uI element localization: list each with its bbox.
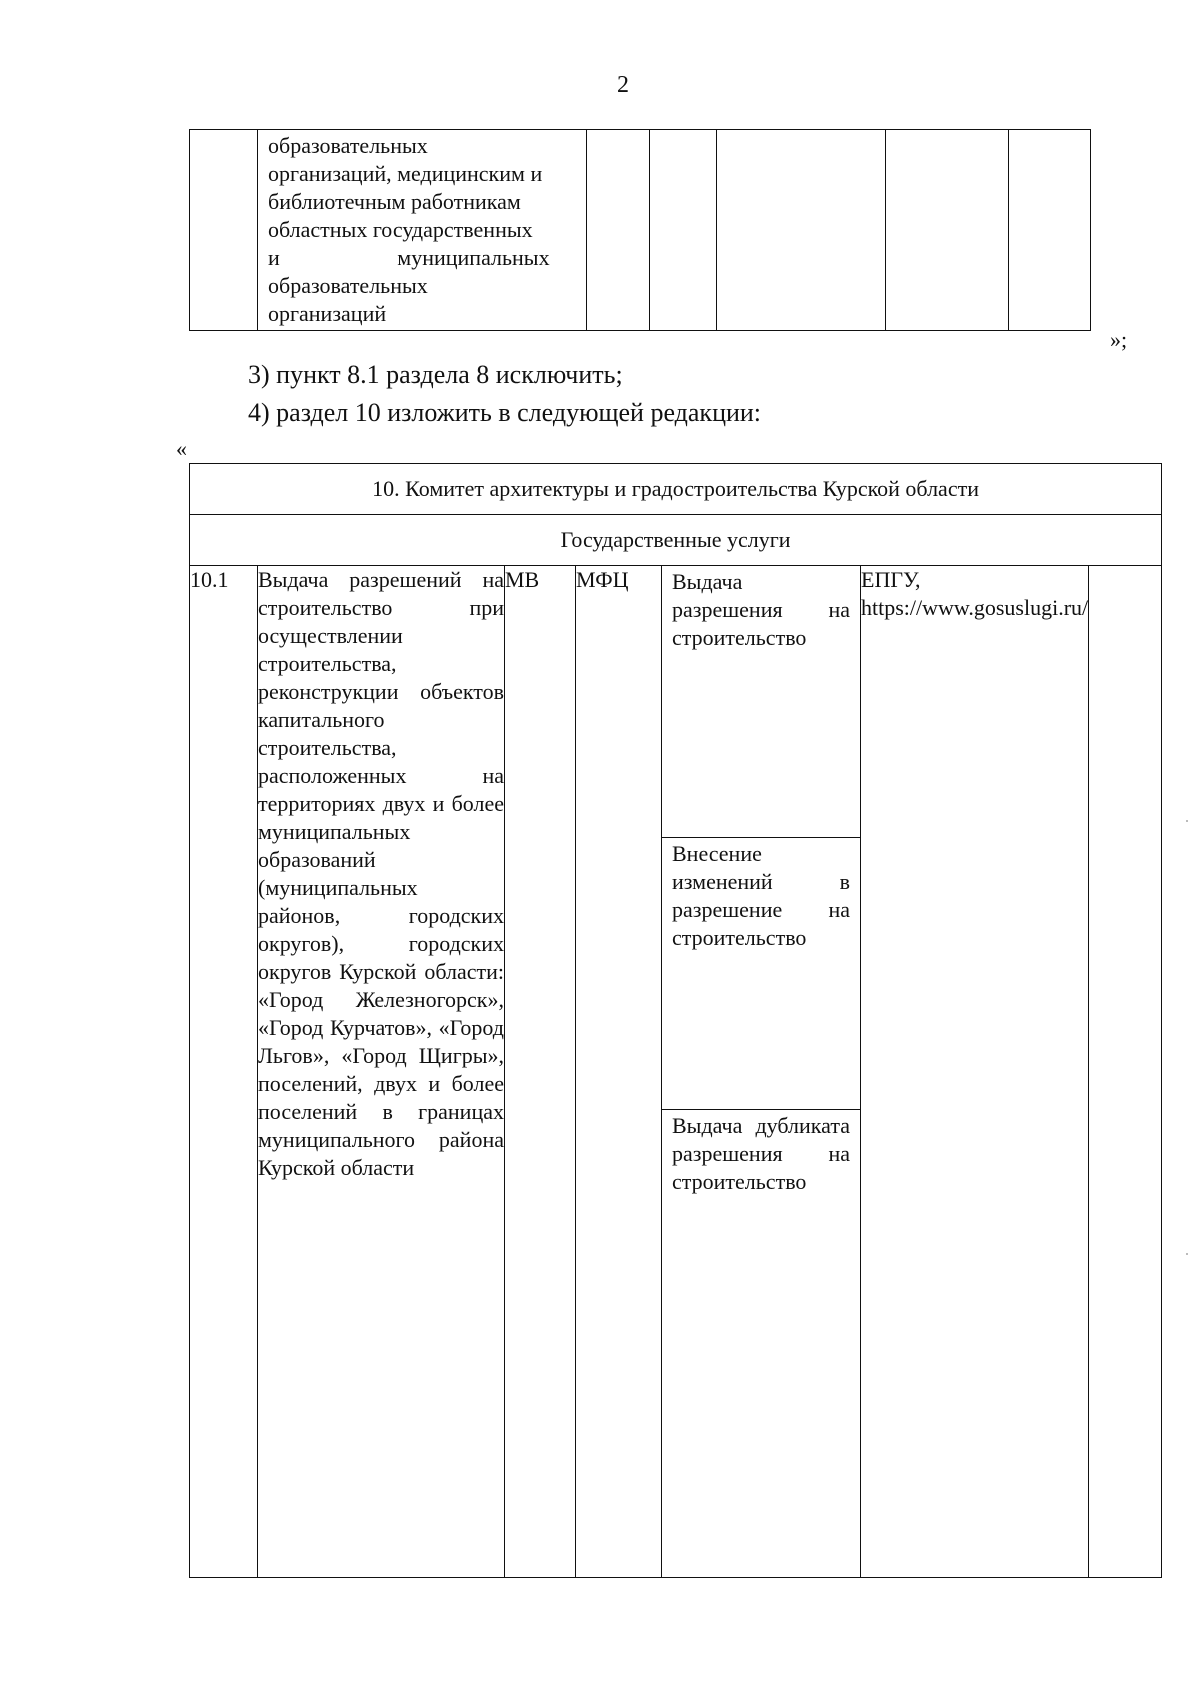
opening-quote: «	[176, 436, 187, 461]
item-3-text: 3) пункт 8.1 раздела 8 исключить;	[248, 360, 623, 389]
subservice-duplicate	[662, 1110, 860, 1198]
item-4-text: 4) раздел 10 изложить в следующей редакции:	[248, 398, 762, 427]
continued-line-3	[268, 188, 576, 216]
continued-table-cell-3	[587, 130, 650, 331]
scan-speck	[1186, 1253, 1188, 1255]
section-title-cell	[190, 464, 1162, 515]
continued-line-1: образовательных	[268, 133, 428, 158]
continued-line-4: областных государственных	[268, 217, 533, 242]
continued-line-5: и муниципальных	[268, 245, 550, 270]
last-column-cell	[1089, 566, 1162, 1578]
continued-table-cell-number	[190, 130, 258, 331]
continued-table-cell-4	[650, 130, 717, 331]
continued-table-cell-6	[886, 130, 1009, 331]
mv-label: МВ	[505, 567, 540, 592]
subservice-duplicate-text: Выдача дубликата разрешения на строительство	[672, 1113, 850, 1194]
portal-cell	[861, 566, 1089, 1578]
subservices-cell	[662, 566, 861, 1578]
row-number-cell	[190, 566, 258, 1578]
subsection-title: Государственные услуги	[560, 527, 791, 552]
subservice-issue	[662, 566, 860, 838]
mfc-label: МФЦ	[576, 567, 629, 592]
row-number: 10.1	[190, 567, 229, 592]
mfc-cell	[576, 566, 662, 1578]
mv-cell	[505, 566, 576, 1578]
portal-text: ЕПГУ, https://www.gosuslugi.ru/	[861, 567, 1089, 620]
continued-line-6: образовательных	[268, 273, 428, 298]
page-number: 2	[617, 72, 629, 98]
section-title: 10. Комитет архитектуры и градостроительства Курской области	[372, 476, 979, 501]
continued-table-cell-5	[717, 130, 886, 331]
subservice-amend-text: Внесение изменений в разрешение на строительство	[672, 841, 850, 950]
service-name: Выдача разрешений на строительство при осуществлении строительства, реконструкции объектов капитального строительства, расположенных на территориях двух и более муниципальных образований (муниципальных районов, городских округов), городских округов Курской области: «Город Железногорск», «Город Курчатов», «Город Льгов», «Город Щигры», поселений, двух и более поселений в границах муниципального района Курской области	[258, 567, 504, 1180]
service-name-cell	[258, 566, 505, 1578]
subservice-issue-text: Выдача разрешения на строительство	[672, 569, 850, 650]
continued-line-3-text: библиотечным работникам	[268, 189, 521, 214]
continued-table-cell-7	[1009, 130, 1091, 331]
subsection-title-cell	[190, 515, 1162, 566]
section-10-table	[189, 463, 1162, 1578]
continued-line-2: организаций, медицинским и	[268, 161, 543, 186]
subservice-amend	[662, 838, 860, 1110]
continued-table-cell-name	[258, 130, 587, 331]
continued-table	[189, 129, 1091, 331]
scan-speck	[1186, 820, 1188, 822]
closing-quote: »;	[1110, 327, 1128, 352]
continued-line-7: организаций	[268, 301, 387, 326]
